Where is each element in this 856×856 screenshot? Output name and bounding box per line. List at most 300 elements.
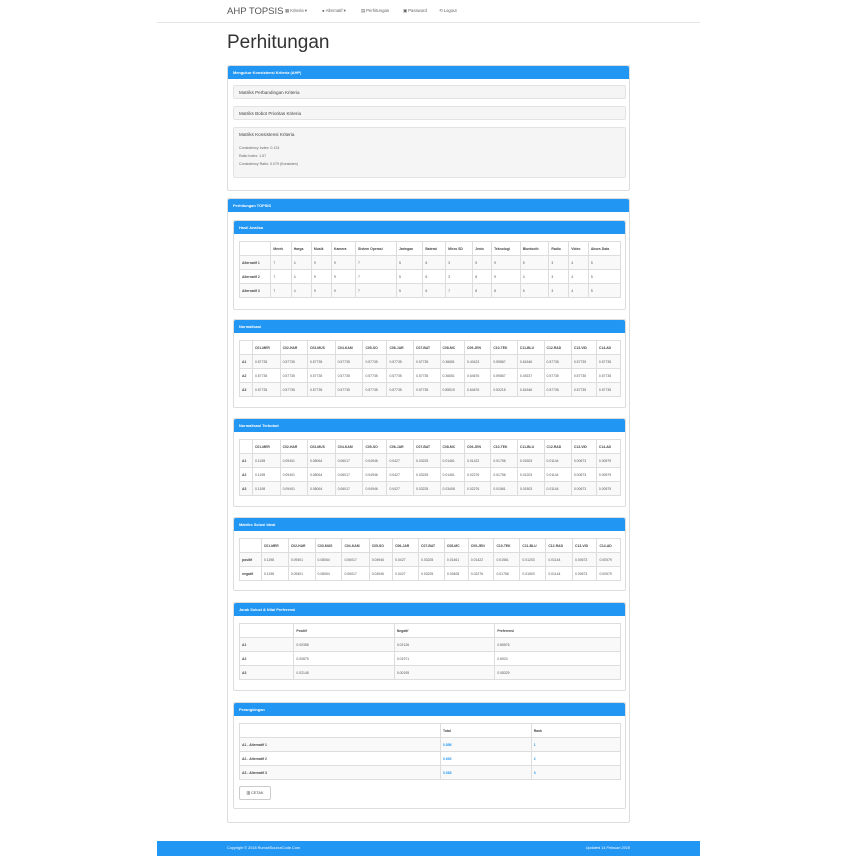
- column-header: Radio: [549, 242, 569, 256]
- row-label: A2: [240, 369, 253, 383]
- table-cell: 0.01971: [394, 652, 494, 666]
- row-label: Alternatif 1: [240, 256, 271, 270]
- table-cell: 0.6924: [495, 652, 621, 666]
- page-title: Perhitungan: [227, 32, 330, 53]
- table-cell: 0.57735: [596, 383, 620, 397]
- calculator-icon: ▤: [361, 8, 366, 13]
- table-cell: 9: [492, 256, 521, 270]
- table-cell: 9: [492, 270, 521, 284]
- table-cell: 0.57735: [544, 369, 571, 383]
- normalisasi-terbobot-panel: [233, 418, 626, 507]
- column-header: C02-HAR: [280, 440, 307, 454]
- column-header: Akses Data: [588, 242, 620, 256]
- table-cell: 0.08064: [315, 567, 342, 581]
- column-header: Micro SD: [446, 242, 473, 256]
- print-button[interactable]: [239, 786, 271, 800]
- perangkingan-table: [239, 723, 621, 780]
- perangkingan-title: Perangkingan: [234, 703, 625, 716]
- table-cell: 0.00579: [596, 468, 620, 482]
- table-cell: 0.85519: [440, 383, 464, 397]
- table-cell: 0.57735: [363, 369, 387, 383]
- table-cell: 0.57735: [307, 383, 335, 397]
- column-header: C07-BAT: [414, 440, 441, 454]
- column-header: C11-BLU: [517, 440, 544, 454]
- solusi-ideal-panel: [233, 517, 626, 591]
- footer: [157, 841, 700, 856]
- table-cell: 0.40423: [465, 355, 491, 369]
- table-cell: 0.01756: [494, 567, 520, 581]
- table-cell: 0.57735: [596, 369, 620, 383]
- table-cell: 0.1198: [252, 454, 280, 468]
- table-cell: 0.57735: [387, 369, 414, 383]
- table-cell: 0.04946: [363, 482, 387, 496]
- table-cell: 0.00673: [573, 567, 597, 581]
- column-header: Teknologi: [492, 242, 521, 256]
- column-header: C01-MER: [261, 539, 288, 553]
- table-cell: 0.57735: [414, 369, 441, 383]
- table-cell: 4: [520, 270, 549, 284]
- column-header: C14-AD: [597, 539, 621, 553]
- column-header: C05-SO: [369, 539, 392, 553]
- table-cell: 5: [588, 256, 620, 270]
- table-cell: 0.09401: [280, 482, 307, 496]
- table-cell: 0.06017: [342, 567, 369, 581]
- table-cell: 6: [423, 256, 446, 270]
- table-cell: 0.01144: [544, 482, 571, 496]
- table-row: [240, 256, 621, 270]
- column-header: C10-TEK: [494, 539, 520, 553]
- table-cell: 0.57735: [335, 355, 363, 369]
- table-cell: 0.00673: [573, 553, 597, 567]
- table-cell: 9: [332, 256, 356, 270]
- table-cell: 9: [332, 284, 356, 298]
- normalisasi-terbobot-title: Normalisasi Terbobot: [234, 419, 625, 432]
- consistency-index: Consistency Index: 0.124: [239, 146, 280, 150]
- weight-matrix-panel[interactable]: [233, 106, 626, 120]
- table-cell: 0.57735: [544, 383, 571, 397]
- column-header: C06-JAR: [387, 440, 414, 454]
- table-cell: 0.57735: [307, 355, 335, 369]
- table-cell: 9: [311, 270, 331, 284]
- print-icon: ▥: [246, 791, 252, 795]
- table-cell: 0.01144: [544, 468, 571, 482]
- nav-item-label: Password: [408, 8, 427, 13]
- table-cell: 0.57735: [387, 355, 414, 369]
- table-cell: 8: [473, 270, 492, 284]
- table-cell: 0.856: [441, 738, 532, 752]
- table-cell: 7: [356, 256, 397, 270]
- table-cell: 0.01144: [546, 567, 573, 581]
- lock-icon: ▣: [403, 8, 408, 13]
- table-cell: 0.00579: [597, 553, 621, 567]
- table-cell: 0.04946: [369, 553, 392, 567]
- table-cell: 7: [356, 270, 397, 284]
- table-cell: 8: [473, 284, 492, 298]
- table-cell: 0.57735: [280, 355, 307, 369]
- table-cell: 0.09401: [280, 468, 307, 482]
- table-cell: 0.01203: [517, 468, 544, 482]
- table-cell: 0.04946: [363, 468, 387, 482]
- ratio-index: Ratio Index: 1.57: [239, 154, 267, 158]
- column-header: C02-HAR: [288, 539, 315, 553]
- grid-icon: ▦: [285, 8, 290, 13]
- table-cell: 0.01561: [491, 482, 518, 496]
- table-cell: 0.00673: [571, 468, 596, 482]
- jarak-solusi-panel: [233, 602, 626, 691]
- table-cell: 0.00673: [571, 482, 596, 496]
- table-cell: 0.59867: [491, 369, 518, 383]
- table-cell: 0.04946: [363, 454, 387, 468]
- table-cell: 0.57735: [387, 383, 414, 397]
- table-cell: 0.57735: [363, 355, 387, 369]
- footer-copyright: Copyright © 2018 RumahSourceCode.Com: [227, 846, 301, 850]
- table-cell: 0.01756: [491, 454, 518, 468]
- solusi-ideal-title: Matriks Solusi Ideal: [234, 518, 625, 531]
- table-cell: 0.04946: [369, 567, 392, 581]
- table-cell: 5: [520, 284, 549, 298]
- column-header: C05-SO: [363, 341, 387, 355]
- table-cell: 0.06017: [335, 468, 363, 482]
- table-cell: 3: [549, 284, 569, 298]
- column-header: Rank: [531, 724, 620, 738]
- table-cell: 7: [271, 284, 291, 298]
- table-cell: 5: [473, 256, 492, 270]
- column-header: Musik: [311, 242, 331, 256]
- table-row: [240, 666, 621, 680]
- row-label: A3: [240, 482, 253, 496]
- normalisasi-table: [239, 340, 621, 397]
- table-cell: 3: [446, 256, 473, 270]
- column-header: [240, 724, 441, 738]
- topsis-panel: [227, 198, 630, 823]
- table-cell: 0.01422: [465, 454, 491, 468]
- normalisasi-panel: [233, 319, 626, 408]
- table-row: [240, 638, 621, 652]
- table-cell: 0.57735: [414, 355, 441, 369]
- table-cell: 4: [291, 284, 311, 298]
- brand-logo[interactable]: AHP TOPSIS: [227, 6, 284, 17]
- table-cell: 0.03225: [414, 482, 441, 496]
- table-row: [240, 766, 621, 780]
- table-row: [240, 482, 621, 496]
- table-row: [240, 355, 621, 369]
- table-cell: 0.09401: [280, 454, 307, 468]
- table-cell: 0.64676: [465, 383, 491, 397]
- table-cell: 4: [291, 270, 311, 284]
- table-cell: 0.57735: [252, 369, 280, 383]
- column-header: C03-MUS: [315, 539, 342, 553]
- table-cell: 9: [311, 284, 331, 298]
- table-cell: 0.01503: [520, 567, 546, 581]
- table-cell: 0.02276: [465, 482, 491, 496]
- table-cell: 0.02276: [465, 468, 491, 482]
- column-header: Jaringan: [396, 242, 422, 256]
- consistency-matrix-label: Matriks Konsistensi Kriteria: [239, 132, 295, 137]
- table-cell: 0.08064: [307, 482, 335, 496]
- row-label: A1 - Alternatif 1: [240, 738, 441, 752]
- column-header: [240, 440, 253, 454]
- row-label: positif: [240, 553, 262, 567]
- nav-item-label: Logout: [443, 8, 457, 13]
- column-header: Video: [569, 242, 589, 256]
- topsis-panel-title: Perhitungan TOPSIS: [228, 199, 629, 212]
- table-cell: 0.57735: [544, 355, 571, 369]
- column-header: C01-MER: [252, 341, 280, 355]
- table-cell: 4: [569, 256, 589, 270]
- table-cell: 0.01503: [517, 454, 544, 468]
- nav-item-label: Perhitungan: [366, 8, 390, 13]
- table-cell: 0.01461: [440, 468, 464, 482]
- column-header: [240, 242, 271, 256]
- table-cell: 0.08329: [495, 666, 621, 680]
- table-cell: 0.57735: [571, 369, 596, 383]
- row-label: A2: [240, 652, 294, 666]
- column-header: C08-MC: [440, 440, 464, 454]
- table-row: [240, 284, 621, 298]
- nav-item-alternatif[interactable]: [322, 8, 346, 14]
- table-cell: 0.61546: [517, 383, 544, 397]
- table-cell: 0.01144: [546, 553, 573, 567]
- jarak-solusi-title: Jarak Solusi & Nilai Preferensi: [234, 603, 625, 616]
- row-label: A3: [240, 666, 294, 680]
- column-header: Bluetooth: [520, 242, 549, 256]
- ahp-panel: [227, 65, 630, 191]
- column-header: C12-RAD: [544, 341, 571, 355]
- normalisasi-title: Normalisasi: [234, 320, 625, 333]
- row-label: A3 - Alternatif 3: [240, 766, 441, 780]
- table-cell: 0.00875: [294, 652, 394, 666]
- jarak-solusi-table: [239, 623, 621, 680]
- table-cell: 0.1198: [252, 468, 280, 482]
- row-label: A2 - Alternatif 2: [240, 752, 441, 766]
- column-header: [240, 539, 262, 553]
- user-icon: ●: [322, 8, 325, 13]
- navbar: [157, 0, 700, 23]
- table-cell: 0.1198: [261, 567, 288, 581]
- table-cell: 0.57735: [363, 383, 387, 397]
- row-label: A1: [240, 638, 294, 652]
- table-row: [240, 652, 621, 666]
- table-cell: 9: [311, 256, 331, 270]
- column-header: C12-RAD: [544, 440, 571, 454]
- column-header: Preferensi: [495, 624, 621, 638]
- table-cell: 0.03225: [414, 454, 441, 468]
- table-row: [240, 468, 621, 482]
- table-cell: 0.02276: [468, 567, 494, 581]
- table-cell: 6: [423, 284, 446, 298]
- column-header: [240, 624, 294, 638]
- table-cell: 5: [520, 256, 549, 270]
- consistency-ratio: Consistency Ratio: 0.079 (Konsisten): [239, 162, 299, 166]
- table-cell: 7: [356, 284, 397, 298]
- table-cell: 0.08064: [307, 454, 335, 468]
- table-cell: 0.57735: [252, 355, 280, 369]
- column-header: C04-KAM: [335, 440, 363, 454]
- table-cell: 0.61546: [517, 355, 544, 369]
- column-header: C08-MC: [444, 539, 468, 553]
- table-cell: 7: [271, 270, 291, 284]
- hasil-analisa-title: Hasil Analisa: [234, 221, 625, 234]
- column-header: C07-BAT: [419, 539, 445, 553]
- table-cell: 8: [492, 284, 521, 298]
- column-header: Harga: [291, 242, 311, 256]
- table-cell: 0.57735: [596, 355, 620, 369]
- normalisasi-terbobot-table: [239, 439, 621, 496]
- weight-matrix-label: Matriks Bobot Prioritas Kriteria: [239, 111, 302, 116]
- table-cell: 0.01756: [491, 468, 518, 482]
- nav-item-label: Kriteria: [290, 8, 304, 13]
- perangkingan-panel: [233, 702, 626, 809]
- table-cell: 0.57735: [280, 383, 307, 397]
- nav-item-perhitungan[interactable]: [361, 8, 389, 14]
- table-cell: 0.09401: [288, 553, 315, 567]
- column-header: C14-AD: [596, 440, 620, 454]
- row-label: A1: [240, 454, 253, 468]
- table-cell: 0.01503: [517, 482, 544, 496]
- column-header: C09-JEN: [465, 341, 491, 355]
- column-header: C09-JEN: [468, 539, 494, 553]
- column-header: Jenis: [473, 242, 492, 256]
- column-header: Merek: [271, 242, 291, 256]
- table-cell: 4: [569, 270, 589, 284]
- table-cell: 0.01461: [440, 454, 464, 468]
- table-cell: 0.36651: [440, 355, 464, 369]
- column-header: C09-JEN: [465, 440, 491, 454]
- table-cell: 5: [588, 270, 620, 284]
- column-header: C10-TEK: [491, 440, 518, 454]
- column-header: C11-BLU: [517, 341, 544, 355]
- table-cell: 0.03225: [419, 567, 445, 581]
- table-cell: 0.57735: [571, 355, 596, 369]
- table-cell: 4: [569, 284, 589, 298]
- table-cell: 0.57735: [335, 383, 363, 397]
- table-cell: 0.01461: [444, 553, 468, 567]
- table-cell: 0.03225: [414, 468, 441, 482]
- hasil-analisa-table: [239, 241, 621, 298]
- table-cell: 0.57735: [280, 369, 307, 383]
- table-row: [240, 567, 621, 581]
- column-header: C12-RAD: [546, 539, 573, 553]
- column-header: C08-MC: [440, 341, 464, 355]
- column-header: Negatif: [394, 624, 494, 638]
- table-cell: 0.00358: [294, 638, 394, 652]
- table-cell: 0.57735: [307, 369, 335, 383]
- column-header: C02-HAR: [280, 341, 307, 355]
- table-cell: 0.00195: [394, 666, 494, 680]
- hasil-analisa-panel: [233, 220, 626, 310]
- table-row: [240, 553, 621, 567]
- table-cell: 0.03408: [440, 482, 464, 496]
- table-cell: 7: [446, 284, 473, 298]
- pairwise-matrix-panel[interactable]: [233, 85, 626, 99]
- logout-icon: ⟲: [439, 8, 443, 13]
- table-cell: 0.083: [441, 766, 532, 780]
- table-cell: 2: [531, 752, 620, 766]
- table-cell: 0.57735: [414, 383, 441, 397]
- table-cell: 7: [271, 256, 291, 270]
- column-header: Total: [441, 724, 532, 738]
- solusi-ideal-table: [239, 538, 621, 581]
- caret-down-icon: ▾: [343, 8, 346, 13]
- table-cell: 0.09401: [288, 567, 315, 581]
- table-cell: 0.57735: [335, 369, 363, 383]
- table-cell: 0.1198: [252, 482, 280, 496]
- column-header: [240, 341, 253, 355]
- table-cell: 4: [291, 256, 311, 270]
- column-header: Sistem Operasi: [356, 242, 397, 256]
- table-cell: 3: [531, 766, 620, 780]
- table-row: [240, 738, 621, 752]
- table-row: [240, 369, 621, 383]
- column-header: C14-AD: [596, 341, 620, 355]
- pairwise-matrix-label: Matriks Perbandingan Kriteria: [239, 90, 300, 95]
- column-header: C13-VID: [573, 539, 597, 553]
- table-cell: 3: [549, 270, 569, 284]
- consistency-matrix-panel[interactable]: [233, 127, 626, 178]
- footer-updated: Updated 14 Februari 2018: [585, 846, 630, 850]
- column-header: C07-BAT: [414, 341, 441, 355]
- column-header: C03-MUS: [307, 341, 335, 355]
- table-cell: 0.02126: [394, 638, 494, 652]
- table-cell: 0.01561: [494, 553, 520, 567]
- table-cell: 5: [396, 284, 422, 298]
- row-label: negatif: [240, 567, 262, 581]
- column-header: Kamera: [332, 242, 356, 256]
- table-row: [240, 383, 621, 397]
- table-cell: 0.03225: [419, 553, 445, 567]
- table-cell: 0.59867: [491, 355, 518, 369]
- table-cell: 0.36651: [440, 369, 464, 383]
- nav-item-logout[interactable]: [439, 8, 457, 14]
- table-cell: 0.0427: [387, 468, 414, 482]
- column-header: C13-VID: [571, 440, 596, 454]
- table-cell: 0.06017: [342, 553, 369, 567]
- column-header: C06-JAR: [393, 539, 419, 553]
- table-cell: 0.08064: [315, 553, 342, 567]
- nav-item-password[interactable]: [403, 8, 427, 14]
- table-cell: 0.57735: [571, 383, 596, 397]
- column-header: C13-VID: [571, 341, 596, 355]
- table-cell: 0.01422: [468, 553, 494, 567]
- column-header: C04-KAM: [335, 341, 363, 355]
- table-cell: 0.00579: [596, 482, 620, 496]
- table-cell: 0.08064: [307, 468, 335, 482]
- column-header: C11-BLU: [520, 539, 546, 553]
- table-cell: 0.692: [441, 752, 532, 766]
- table-cell: 9: [332, 270, 356, 284]
- table-row: [240, 752, 621, 766]
- column-header: C04-KAM: [342, 539, 369, 553]
- table-cell: 0.85576: [495, 638, 621, 652]
- ahp-panel-title: Mengukur Konsistensi Kriteria (AHP): [228, 66, 629, 79]
- table-cell: 0.00579: [596, 454, 620, 468]
- column-header: C06-JAR: [387, 341, 414, 355]
- row-label: A2: [240, 468, 253, 482]
- table-cell: 0.00673: [571, 454, 596, 468]
- nav-item-kriteria[interactable]: [285, 8, 307, 14]
- table-cell: 0.02148: [294, 666, 394, 680]
- table-cell: 0.00579: [597, 567, 621, 581]
- table-cell: 0.06017: [335, 454, 363, 468]
- row-label: A3: [240, 383, 253, 397]
- table-cell: 6: [423, 270, 446, 284]
- table-row: [240, 270, 621, 284]
- table-cell: 1: [531, 738, 620, 752]
- table-cell: 3: [446, 270, 473, 284]
- table-cell: 0.0427: [387, 454, 414, 468]
- table-cell: 5: [588, 284, 620, 298]
- table-cell: 5: [396, 256, 422, 270]
